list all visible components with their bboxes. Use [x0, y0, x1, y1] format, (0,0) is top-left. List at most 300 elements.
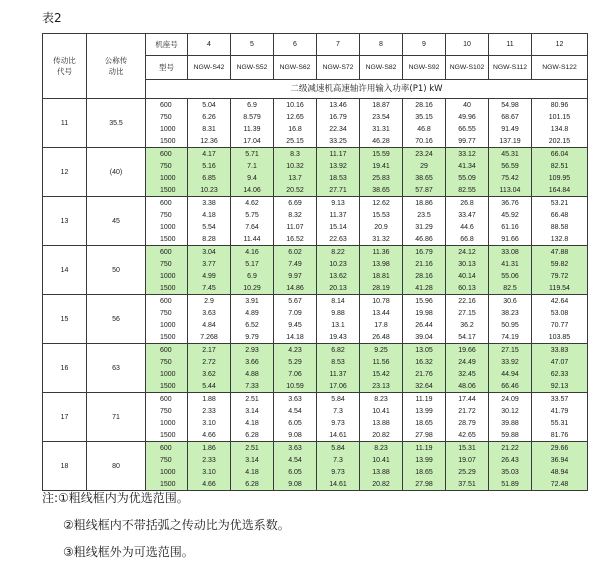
power-value-cell: 6.9 [231, 270, 274, 282]
power-value-cell: 5.44 [188, 380, 231, 393]
power-value-cell: 5.54 [188, 221, 231, 233]
header-power-title: 二级减速机高速轴许用输入功率(P1) kW [146, 80, 588, 99]
power-value-cell: 31.29 [403, 221, 446, 233]
power-value-cell: 70.77 [532, 319, 588, 331]
power-value-cell: 137.19 [489, 135, 532, 148]
power-value-cell: 8.22 [317, 246, 360, 259]
power-value-cell: 21.76 [403, 368, 446, 380]
power-value-cell: 88.58 [532, 221, 588, 233]
header-frame-number: 7 [317, 34, 360, 56]
power-value-cell: 25.15 [274, 135, 317, 148]
power-value-cell: 9.73 [317, 417, 360, 429]
header-frame-number: 11 [489, 34, 532, 56]
power-value-cell: 202.15 [532, 135, 588, 148]
input-speed-cell: 1000 [146, 270, 188, 282]
power-value-cell: 10.32 [274, 160, 317, 172]
header-nominal-ratio [87, 34, 146, 99]
power-value-cell: 5.04 [188, 99, 231, 112]
power-value-cell: 1.88 [188, 393, 231, 406]
input-speed-cell: 600 [146, 393, 188, 406]
power-value-cell: 91.66 [489, 233, 532, 246]
power-value-cell: 4.17 [188, 148, 231, 161]
power-value-cell: 14.06 [231, 184, 274, 197]
power-value-cell: 10.16 [274, 99, 317, 112]
power-value-cell: 19.98 [403, 307, 446, 319]
power-value-cell: 91.49 [489, 123, 532, 135]
power-value-cell: 47.07 [532, 356, 588, 368]
power-value-cell: 4.18 [188, 209, 231, 221]
power-value-cell: 17.8 [360, 319, 403, 331]
power-value-cell: 20.82 [360, 429, 403, 442]
power-value-cell: 38.23 [489, 307, 532, 319]
power-value-cell: 119.54 [532, 282, 588, 295]
input-speed-cell: 1500 [146, 135, 188, 148]
power-value-cell: 6.05 [274, 466, 317, 478]
ratio-code-cell: 15 [43, 295, 87, 344]
power-value-cell: 2.33 [188, 405, 231, 417]
power-value-cell: 42.64 [532, 295, 588, 308]
power-value-cell: 3.14 [231, 454, 274, 466]
power-value-cell: 18.65 [403, 417, 446, 429]
power-value-cell: 53.21 [532, 197, 588, 210]
power-value-cell: 27.71 [317, 184, 360, 197]
power-value-cell: 4.23 [274, 344, 317, 357]
power-value-cell: 49.96 [446, 111, 489, 123]
input-speed-cell: 1000 [146, 172, 188, 184]
power-value-cell: 9.25 [360, 344, 403, 357]
input-speed-cell: 750 [146, 405, 188, 417]
power-value-cell: 56.59 [489, 160, 532, 172]
power-value-cell: 9.45 [274, 319, 317, 331]
power-value-cell: 53.08 [532, 307, 588, 319]
power-value-cell: 2.9 [188, 295, 231, 308]
power-value-cell: 36.94 [532, 454, 588, 466]
power-value-cell: 59.82 [532, 258, 588, 270]
input-speed-cell: 1500 [146, 184, 188, 197]
power-value-cell: 3.91 [231, 295, 274, 308]
power-value-cell: 92.13 [532, 380, 588, 393]
power-value-cell: 44.94 [489, 368, 532, 380]
power-value-cell: 17.04 [231, 135, 274, 148]
table-row [43, 442, 588, 455]
power-value-cell: 25.29 [446, 466, 489, 478]
power-value-cell: 6.05 [274, 417, 317, 429]
power-value-cell: 6.02 [274, 246, 317, 259]
power-value-cell: 25.83 [360, 172, 403, 184]
power-value-cell: 4.66 [188, 478, 231, 491]
ratio-code-cell: 11 [43, 99, 87, 148]
power-value-cell: 6.69 [274, 197, 317, 210]
power-value-cell: 3.77 [188, 258, 231, 270]
power-value-cell: 22.63 [317, 233, 360, 246]
power-value-cell: 1.86 [188, 442, 231, 455]
header-frame-number: 8 [360, 34, 403, 56]
power-value-cell: 4.84 [188, 319, 231, 331]
power-value-cell: 29 [403, 160, 446, 172]
power-value-cell: 13.44 [360, 307, 403, 319]
power-value-cell: 74.19 [489, 331, 532, 344]
power-value-cell: 39.88 [489, 417, 532, 429]
power-value-cell: 17.06 [317, 380, 360, 393]
header-model-label: 型号 [146, 56, 188, 80]
power-value-cell: 11.39 [231, 123, 274, 135]
power-value-cell: 8.3 [274, 148, 317, 161]
power-value-cell: 101.15 [532, 111, 588, 123]
header-model: NGW-S52 [231, 56, 274, 80]
table-row [43, 148, 588, 161]
power-value-cell: 80.96 [532, 99, 588, 112]
nominal-ratio-cell: 63 [87, 344, 146, 393]
power-value-cell: 45.92 [489, 209, 532, 221]
power-value-cell: 28.79 [446, 417, 489, 429]
power-value-cell: 11.37 [317, 368, 360, 380]
power-value-cell: 7.268 [188, 331, 231, 344]
power-value-cell: 9.73 [317, 466, 360, 478]
power-value-cell: 62.33 [532, 368, 588, 380]
power-value-cell: 41.28 [403, 282, 446, 295]
power-value-cell: 26.44 [403, 319, 446, 331]
power-value-cell: 20.82 [360, 478, 403, 491]
power-value-cell: 33.25 [317, 135, 360, 148]
power-value-cell: 13.88 [360, 417, 403, 429]
power-value-cell: 26.43 [489, 454, 532, 466]
power-value-cell: 45.31 [489, 148, 532, 161]
power-value-cell: 54.17 [446, 331, 489, 344]
power-value-cell: 66.46 [489, 380, 532, 393]
power-value-cell: 15.96 [403, 295, 446, 308]
header-frame-number: 10 [446, 34, 489, 56]
power-value-cell: 6.26 [188, 111, 231, 123]
power-value-cell: 24.12 [446, 246, 489, 259]
power-value-cell: 4.18 [231, 417, 274, 429]
power-value-cell: 41.34 [446, 160, 489, 172]
power-value-cell: 21.22 [489, 442, 532, 455]
power-value-cell: 8.31 [188, 123, 231, 135]
power-rating-table [42, 33, 588, 491]
power-value-cell: 7.3 [317, 454, 360, 466]
power-value-cell: 2.93 [231, 344, 274, 357]
power-value-cell: 12.62 [360, 197, 403, 210]
power-value-cell: 41.31 [489, 258, 532, 270]
power-value-cell: 2.72 [188, 356, 231, 368]
input-speed-cell: 1500 [146, 233, 188, 246]
table-body [43, 99, 588, 491]
power-value-cell: 14.86 [274, 282, 317, 295]
table-row [43, 99, 588, 112]
power-value-cell: 9.97 [274, 270, 317, 282]
power-value-cell: 36.76 [489, 197, 532, 210]
power-value-cell: 6.9 [231, 99, 274, 112]
power-value-cell: 31.32 [360, 233, 403, 246]
input-speed-cell: 600 [146, 442, 188, 455]
power-value-cell: 5.84 [317, 393, 360, 406]
power-value-cell: 16.32 [403, 356, 446, 368]
power-value-cell: 46.28 [360, 135, 403, 148]
power-value-cell: 66.55 [446, 123, 489, 135]
power-value-cell: 3.63 [274, 442, 317, 455]
power-value-cell: 13.99 [403, 454, 446, 466]
power-value-cell: 10.23 [317, 258, 360, 270]
power-value-cell: 20.13 [317, 282, 360, 295]
power-value-cell: 10.23 [188, 184, 231, 197]
table-row [43, 393, 588, 406]
power-value-cell: 21.16 [403, 258, 446, 270]
power-value-cell: 5.67 [274, 295, 317, 308]
power-value-cell: 42.65 [446, 429, 489, 442]
power-value-cell: 15.53 [360, 209, 403, 221]
power-value-cell: 72.48 [532, 478, 588, 491]
header-frame-number: 12 [532, 34, 588, 56]
table-row [43, 197, 588, 210]
power-value-cell: 9.88 [317, 307, 360, 319]
input-speed-cell: 750 [146, 111, 188, 123]
power-value-cell: 9.79 [231, 331, 274, 344]
power-value-cell: 13.62 [317, 270, 360, 282]
power-value-cell: 3.10 [188, 466, 231, 478]
power-value-cell: 7.09 [274, 307, 317, 319]
power-value-cell: 15.42 [360, 368, 403, 380]
power-value-cell: 17.44 [446, 393, 489, 406]
ratio-code-cell: 14 [43, 246, 87, 295]
power-value-cell: 28.16 [403, 99, 446, 112]
header-ratio-code-line: 代号 [57, 67, 72, 76]
power-value-cell: 5.17 [231, 258, 274, 270]
power-value-cell: 4.66 [188, 429, 231, 442]
power-value-cell: 70.16 [403, 135, 446, 148]
power-value-cell: 3.38 [188, 197, 231, 210]
header-model: NGW-S72 [317, 56, 360, 80]
input-speed-cell: 750 [146, 209, 188, 221]
power-value-cell: 30.6 [489, 295, 532, 308]
nominal-ratio-cell: 56 [87, 295, 146, 344]
power-value-cell: 8.23 [360, 393, 403, 406]
power-value-cell: 15.14 [317, 221, 360, 233]
input-speed-cell: 750 [146, 307, 188, 319]
power-value-cell: 16.52 [274, 233, 317, 246]
input-speed-cell: 1500 [146, 331, 188, 344]
input-speed-cell: 1000 [146, 368, 188, 380]
power-value-cell: 6.28 [231, 429, 274, 442]
power-value-cell: 33.57 [532, 393, 588, 406]
input-speed-cell: 1000 [146, 417, 188, 429]
power-value-cell: 132.8 [532, 233, 588, 246]
power-value-cell: 11.44 [231, 233, 274, 246]
power-value-cell: 28.16 [403, 270, 446, 282]
power-value-cell: 22.16 [446, 295, 489, 308]
power-value-cell: 4.89 [231, 307, 274, 319]
table-row [43, 246, 588, 259]
power-value-cell: 9.08 [274, 429, 317, 442]
power-value-cell: 15.31 [446, 442, 489, 455]
header-model: NGW-S42 [188, 56, 231, 80]
power-value-cell: 23.13 [360, 380, 403, 393]
input-speed-cell: 600 [146, 148, 188, 161]
header-frame-number: 6 [274, 34, 317, 56]
header-model: NGW-S62 [274, 56, 317, 80]
power-value-cell: 2.51 [231, 442, 274, 455]
power-value-cell: 18.86 [403, 197, 446, 210]
power-value-cell: 14.61 [317, 429, 360, 442]
power-value-cell: 113.04 [489, 184, 532, 197]
power-value-cell: 27.15 [446, 307, 489, 319]
power-value-cell: 29.66 [532, 442, 588, 455]
power-value-cell: 82.55 [446, 184, 489, 197]
power-value-cell: 5.71 [231, 148, 274, 161]
power-value-cell: 35.03 [489, 466, 532, 478]
power-value-cell: 19.66 [446, 344, 489, 357]
header-model: NGW-S122 [532, 56, 588, 80]
power-value-cell: 8.14 [317, 295, 360, 308]
power-value-cell: 30.13 [446, 258, 489, 270]
header-ratio-code-line: 传动比 [53, 56, 76, 65]
power-value-cell: 16.79 [317, 111, 360, 123]
power-value-cell: 134.8 [532, 123, 588, 135]
power-value-cell: 55.06 [489, 270, 532, 282]
power-value-cell: 7.64 [231, 221, 274, 233]
power-value-cell: 4.54 [274, 405, 317, 417]
power-value-cell: 35.15 [403, 111, 446, 123]
input-speed-cell: 600 [146, 246, 188, 259]
power-value-cell: 46.86 [403, 233, 446, 246]
header-model: NGW-S112 [489, 56, 532, 80]
power-value-cell: 2.33 [188, 454, 231, 466]
power-value-cell: 55.31 [532, 417, 588, 429]
header-model: NGW-S102 [446, 56, 489, 80]
input-speed-cell: 600 [146, 197, 188, 210]
header-nominal-ratio-line: 公称传 [104, 56, 128, 65]
power-value-cell: 59.88 [489, 429, 532, 442]
header-frame-number: 5 [231, 34, 274, 56]
power-value-cell: 13.92 [317, 160, 360, 172]
power-value-cell: 82.51 [532, 160, 588, 172]
nominal-ratio-cell: 80 [87, 442, 146, 491]
power-value-cell: 2.17 [188, 344, 231, 357]
power-value-cell: 54.98 [489, 99, 532, 112]
power-value-cell: 18.81 [360, 270, 403, 282]
nominal-ratio-cell: 71 [87, 393, 146, 442]
power-value-cell: 38.65 [360, 184, 403, 197]
power-value-cell: 31.31 [360, 123, 403, 135]
power-value-cell: 5.84 [317, 442, 360, 455]
power-value-cell: 5.75 [231, 209, 274, 221]
header-nominal-ratio-line: 动比 [108, 67, 124, 76]
input-speed-cell: 1500 [146, 282, 188, 295]
power-value-cell: 47.88 [532, 246, 588, 259]
power-value-cell: 4.18 [231, 466, 274, 478]
table-row [43, 295, 588, 308]
nominal-ratio-cell: 50 [87, 246, 146, 295]
input-speed-cell: 1000 [146, 123, 188, 135]
table-header [43, 34, 588, 99]
power-value-cell: 19.41 [360, 160, 403, 172]
input-speed-cell: 750 [146, 356, 188, 368]
input-speed-cell: 1500 [146, 429, 188, 442]
power-value-cell: 10.78 [360, 295, 403, 308]
power-value-cell: 3.10 [188, 417, 231, 429]
power-value-cell: 32.64 [403, 380, 446, 393]
power-value-cell: 15.59 [360, 148, 403, 161]
power-value-cell: 16.79 [403, 246, 446, 259]
power-value-cell: 10.59 [274, 380, 317, 393]
note-2: ②粗线框内不带括弧之传动比为优选系数。 [63, 518, 290, 532]
power-value-cell: 37.51 [446, 478, 489, 491]
power-value-cell: 7.1 [231, 160, 274, 172]
power-value-cell: 55.09 [446, 172, 489, 184]
power-value-cell: 4.88 [231, 368, 274, 380]
input-speed-cell: 600 [146, 295, 188, 308]
power-value-cell: 8.23 [360, 442, 403, 455]
power-value-cell: 13.7 [274, 172, 317, 184]
input-speed-cell: 750 [146, 258, 188, 270]
power-value-cell: 11.56 [360, 356, 403, 368]
power-value-cell: 11.19 [403, 393, 446, 406]
nominal-ratio-cell: (40) [87, 148, 146, 197]
power-value-cell: 26.48 [360, 331, 403, 344]
power-value-cell: 36.2 [446, 319, 489, 331]
power-value-cell: 51.89 [489, 478, 532, 491]
power-value-cell: 4.16 [231, 246, 274, 259]
power-value-cell: 20.9 [360, 221, 403, 233]
power-value-cell: 50.95 [489, 319, 532, 331]
power-value-cell: 33.47 [446, 209, 489, 221]
power-value-cell: 13.99 [403, 405, 446, 417]
power-value-cell: 33.92 [489, 356, 532, 368]
power-value-cell: 30.12 [489, 405, 532, 417]
ratio-code-cell: 16 [43, 344, 87, 393]
power-value-cell: 40 [446, 99, 489, 112]
power-value-cell: 39.04 [403, 331, 446, 344]
power-value-cell: 61.16 [489, 221, 532, 233]
power-value-cell: 75.42 [489, 172, 532, 184]
input-speed-cell: 1500 [146, 478, 188, 491]
power-value-cell: 19.43 [317, 331, 360, 344]
header-row-frame [43, 34, 588, 56]
input-speed-cell: 1000 [146, 319, 188, 331]
note-1: 注:①粗线框内为优选范围。 [42, 491, 189, 505]
input-speed-cell: 1500 [146, 380, 188, 393]
input-speed-cell: 750 [146, 454, 188, 466]
power-value-cell: 18.53 [317, 172, 360, 184]
ratio-code-cell: 12 [43, 148, 87, 197]
power-value-cell: 103.85 [532, 331, 588, 344]
power-value-cell: 66.04 [532, 148, 588, 161]
power-value-cell: 11.37 [317, 209, 360, 221]
power-value-cell: 5.29 [274, 356, 317, 368]
power-value-cell: 109.95 [532, 172, 588, 184]
power-value-cell: 13.46 [317, 99, 360, 112]
power-value-cell: 4.62 [231, 197, 274, 210]
table-caption: 表2 [42, 11, 62, 25]
power-value-cell: 12.65 [274, 111, 317, 123]
power-value-cell: 20.52 [274, 184, 317, 197]
power-value-cell: 41.79 [532, 405, 588, 417]
power-value-cell: 12.36 [188, 135, 231, 148]
power-value-cell: 6.82 [317, 344, 360, 357]
power-value-cell: 46.8 [403, 123, 446, 135]
power-value-cell: 68.67 [489, 111, 532, 123]
power-value-cell: 7.06 [274, 368, 317, 380]
power-value-cell: 7.33 [231, 380, 274, 393]
power-value-cell: 11.17 [317, 148, 360, 161]
power-value-cell: 23.5 [403, 209, 446, 221]
power-value-cell: 6.85 [188, 172, 231, 184]
power-value-cell: 66.48 [532, 209, 588, 221]
power-value-cell: 8.28 [188, 233, 231, 246]
power-value-cell: 164.84 [532, 184, 588, 197]
power-value-cell: 82.5 [489, 282, 532, 295]
power-value-cell: 13.88 [360, 466, 403, 478]
power-value-cell: 11.19 [403, 442, 446, 455]
